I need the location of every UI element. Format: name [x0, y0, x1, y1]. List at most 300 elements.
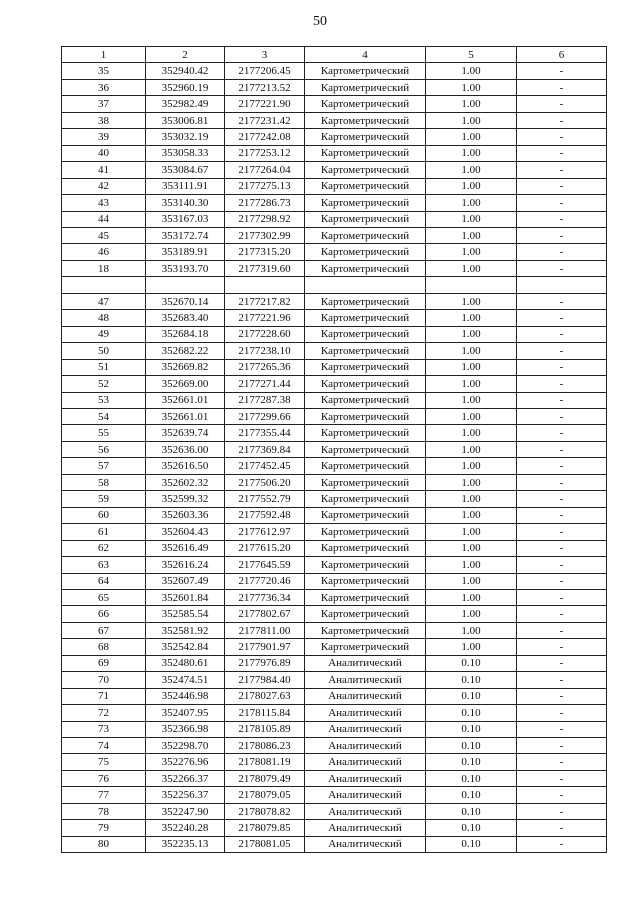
y-coordinate-cell: 2177242.08 [225, 129, 305, 145]
accuracy-cell: 0.10 [426, 787, 517, 803]
description-cell: - [517, 178, 607, 194]
method-cell: Картометрический [305, 63, 426, 79]
accuracy-cell: 0.10 [426, 705, 517, 721]
x-coordinate-cell: 352940.42 [146, 63, 225, 79]
table-row [62, 491, 607, 507]
accuracy-cell: 1.00 [426, 112, 517, 128]
table-row [62, 836, 607, 852]
description-cell: - [517, 244, 607, 260]
point-number-cell: 63 [62, 557, 146, 573]
table-row [62, 557, 607, 573]
description-cell: - [517, 162, 607, 178]
description-cell: - [517, 425, 607, 441]
point-number-cell: 41 [62, 162, 146, 178]
header-cell-4: 4 [305, 47, 426, 63]
method-cell: Картометрический [305, 129, 426, 145]
x-coordinate-cell: 352603.36 [146, 507, 225, 523]
method-cell: Картометрический [305, 244, 426, 260]
method-cell: Картометрический [305, 392, 426, 408]
y-coordinate-cell: 2177452.45 [225, 458, 305, 474]
method-cell: Картометрический [305, 227, 426, 243]
header-cell-1: 1 [62, 47, 146, 63]
method-cell: Картометрический [305, 573, 426, 589]
y-coordinate-cell: 2177355.44 [225, 425, 305, 441]
method-cell: Картометрический [305, 96, 426, 112]
description-cell: - [517, 803, 607, 819]
y-coordinate-cell: 2177213.52 [225, 79, 305, 95]
accuracy-cell: 0.10 [426, 820, 517, 836]
method-cell: Картометрический [305, 524, 426, 540]
method-cell: Картометрический [305, 359, 426, 375]
x-coordinate-cell: 352616.50 [146, 458, 225, 474]
method-cell: Аналитический [305, 787, 426, 803]
point-number-cell: 37 [62, 96, 146, 112]
description-cell: - [517, 227, 607, 243]
point-number-cell: 71 [62, 688, 146, 704]
method-cell: Картометрический [305, 507, 426, 523]
method-cell: Картометрический [305, 606, 426, 622]
x-coordinate-cell: 352669.82 [146, 359, 225, 375]
x-coordinate-cell: 353193.70 [146, 260, 225, 276]
point-number-cell: 40 [62, 145, 146, 161]
y-coordinate-cell: 2178081.05 [225, 836, 305, 852]
accuracy-cell: 1.00 [426, 310, 517, 326]
method-cell: Аналитический [305, 803, 426, 819]
y-coordinate-cell: 2177802.67 [225, 606, 305, 622]
description-cell: - [517, 474, 607, 490]
point-number-cell: 80 [62, 836, 146, 852]
y-coordinate-cell: 2177228.60 [225, 326, 305, 342]
description-cell: - [517, 770, 607, 786]
accuracy-cell: 1.00 [426, 376, 517, 392]
table-row [62, 310, 607, 326]
y-coordinate-cell: 2177206.45 [225, 63, 305, 79]
point-number-cell: 79 [62, 820, 146, 836]
y-coordinate-cell: 2177238.10 [225, 343, 305, 359]
description-cell: - [517, 359, 607, 375]
table-row [62, 474, 607, 490]
point-number-cell: 76 [62, 770, 146, 786]
y-coordinate-cell: 2178105.89 [225, 721, 305, 737]
table-row [62, 293, 607, 309]
description-cell: - [517, 672, 607, 688]
accuracy-cell: 1.00 [426, 425, 517, 441]
y-coordinate-cell: 2178081.19 [225, 754, 305, 770]
method-cell: Картометрический [305, 474, 426, 490]
accuracy-cell: 1.00 [426, 293, 517, 309]
description-cell: - [517, 260, 607, 276]
point-number-cell: 51 [62, 359, 146, 375]
y-coordinate-cell: 2178079.85 [225, 820, 305, 836]
x-coordinate-cell: 352407.95 [146, 705, 225, 721]
y-coordinate-cell: 2177901.97 [225, 639, 305, 655]
description-cell: - [517, 458, 607, 474]
description-cell: - [517, 112, 607, 128]
table-row [62, 573, 607, 589]
point-number-cell: 43 [62, 195, 146, 211]
accuracy-cell: 1.00 [426, 392, 517, 408]
x-coordinate-cell: 352235.13 [146, 836, 225, 852]
method-cell: Картометрический [305, 622, 426, 638]
point-number-cell: 42 [62, 178, 146, 194]
description-cell: - [517, 293, 607, 309]
header-row [62, 47, 607, 63]
point-number-cell: 64 [62, 573, 146, 589]
accuracy-cell: 1.00 [426, 178, 517, 194]
accuracy-cell: 0.10 [426, 836, 517, 852]
table-row [62, 639, 607, 655]
accuracy-cell: 1.00 [426, 79, 517, 95]
x-coordinate-cell: 352247.90 [146, 803, 225, 819]
point-number-cell: 39 [62, 129, 146, 145]
y-coordinate-cell: 2178079.05 [225, 787, 305, 803]
description-cell: - [517, 820, 607, 836]
method-cell: Аналитический [305, 672, 426, 688]
x-coordinate-cell: 353084.67 [146, 162, 225, 178]
x-coordinate-cell: 353172.74 [146, 227, 225, 243]
x-coordinate-cell: 352298.70 [146, 738, 225, 754]
x-coordinate-cell [146, 277, 225, 293]
accuracy-cell: 1.00 [426, 474, 517, 490]
x-coordinate-cell: 352960.19 [146, 79, 225, 95]
accuracy-cell: 1.00 [426, 458, 517, 474]
x-coordinate-cell: 352474.51 [146, 672, 225, 688]
y-coordinate-cell [225, 277, 305, 293]
point-number-cell: 36 [62, 79, 146, 95]
description-cell: - [517, 655, 607, 671]
point-number-cell: 73 [62, 721, 146, 737]
point-number-cell: 59 [62, 491, 146, 507]
description-cell: - [517, 738, 607, 754]
accuracy-cell: 0.10 [426, 721, 517, 737]
accuracy-cell: 1.00 [426, 589, 517, 605]
method-cell: Картометрический [305, 211, 426, 227]
y-coordinate-cell: 2177221.90 [225, 96, 305, 112]
accuracy-cell: 1.00 [426, 573, 517, 589]
x-coordinate-cell: 352446.98 [146, 688, 225, 704]
y-coordinate-cell: 2177645.59 [225, 557, 305, 573]
table-row [62, 441, 607, 457]
table-row [62, 606, 607, 622]
x-coordinate-cell: 352480.61 [146, 655, 225, 671]
y-coordinate-cell: 2178078.82 [225, 803, 305, 819]
point-number-cell: 65 [62, 589, 146, 605]
description-cell: - [517, 408, 607, 424]
description-cell: - [517, 787, 607, 803]
x-coordinate-cell: 352602.32 [146, 474, 225, 490]
y-coordinate-cell: 2178086.23 [225, 738, 305, 754]
x-coordinate-cell: 352542.84 [146, 639, 225, 655]
table-row [62, 622, 607, 638]
point-number-cell: 54 [62, 408, 146, 424]
description-cell: - [517, 310, 607, 326]
y-coordinate-cell: 2177369.84 [225, 441, 305, 457]
accuracy-cell: 0.10 [426, 738, 517, 754]
description-cell: - [517, 606, 607, 622]
page-number: 50 [313, 14, 327, 29]
point-number-cell [62, 277, 146, 293]
method-cell: Картометрический [305, 195, 426, 211]
y-coordinate-cell: 2177253.12 [225, 145, 305, 161]
method-cell: Картометрический [305, 178, 426, 194]
x-coordinate-cell: 352604.43 [146, 524, 225, 540]
description-cell: - [517, 491, 607, 507]
table-row [62, 129, 607, 145]
y-coordinate-cell: 2177298.92 [225, 211, 305, 227]
description-cell: - [517, 129, 607, 145]
x-coordinate-cell: 352682.22 [146, 343, 225, 359]
y-coordinate-cell: 2177302.99 [225, 227, 305, 243]
point-number-cell: 68 [62, 639, 146, 655]
point-number-cell: 77 [62, 787, 146, 803]
point-number-cell: 67 [62, 622, 146, 638]
description-cell: - [517, 836, 607, 852]
accuracy-cell: 1.00 [426, 326, 517, 342]
point-number-cell: 72 [62, 705, 146, 721]
accuracy-cell: 1.00 [426, 507, 517, 523]
x-coordinate-cell: 353189.91 [146, 244, 225, 260]
y-coordinate-cell: 2177612.97 [225, 524, 305, 540]
table-row [62, 277, 607, 293]
point-number-cell: 62 [62, 540, 146, 556]
description-cell: - [517, 441, 607, 457]
accuracy-cell: 0.10 [426, 672, 517, 688]
x-coordinate-cell: 352616.49 [146, 540, 225, 556]
y-coordinate-cell: 2177984.40 [225, 672, 305, 688]
x-coordinate-cell: 352636.00 [146, 441, 225, 457]
description-cell [517, 277, 607, 293]
method-cell: Картометрический [305, 589, 426, 605]
point-number-cell: 66 [62, 606, 146, 622]
method-cell: Аналитический [305, 836, 426, 852]
method-cell: Картометрический [305, 458, 426, 474]
point-number-cell: 60 [62, 507, 146, 523]
point-number-cell: 55 [62, 425, 146, 441]
accuracy-cell: 1.00 [426, 96, 517, 112]
point-number-cell: 52 [62, 376, 146, 392]
y-coordinate-cell: 2177615.20 [225, 540, 305, 556]
description-cell: - [517, 96, 607, 112]
method-cell: Картометрический [305, 557, 426, 573]
header-cell-5: 5 [426, 47, 517, 63]
header-cell-3: 3 [225, 47, 305, 63]
accuracy-cell: 1.00 [426, 227, 517, 243]
x-coordinate-cell: 352601.84 [146, 589, 225, 605]
accuracy-cell: 1.00 [426, 359, 517, 375]
method-cell: Картометрический [305, 112, 426, 128]
point-number-cell: 53 [62, 392, 146, 408]
x-coordinate-cell: 352669.00 [146, 376, 225, 392]
point-number-cell: 48 [62, 310, 146, 326]
table-row [62, 112, 607, 128]
description-cell: - [517, 145, 607, 161]
accuracy-cell: 1.00 [426, 441, 517, 457]
accuracy-cell: 1.00 [426, 260, 517, 276]
table-body [62, 63, 607, 853]
accuracy-cell [426, 277, 517, 293]
description-cell: - [517, 557, 607, 573]
description-cell: - [517, 524, 607, 540]
method-cell: Картометрический [305, 310, 426, 326]
x-coordinate-cell: 352366.98 [146, 721, 225, 737]
description-cell: - [517, 195, 607, 211]
table-row [62, 524, 607, 540]
accuracy-cell: 1.00 [426, 162, 517, 178]
accuracy-cell: 1.00 [426, 244, 517, 260]
description-cell: - [517, 589, 607, 605]
table-row [62, 655, 607, 671]
accuracy-cell: 1.00 [426, 145, 517, 161]
table-row [62, 376, 607, 392]
x-coordinate-cell: 353167.03 [146, 211, 225, 227]
table-row [62, 211, 607, 227]
table-row [62, 738, 607, 754]
table-row [62, 688, 607, 704]
y-coordinate-cell: 2177552.79 [225, 491, 305, 507]
x-coordinate-cell: 352607.49 [146, 573, 225, 589]
table-row [62, 343, 607, 359]
y-coordinate-cell: 2177720.46 [225, 573, 305, 589]
point-number-cell: 18 [62, 260, 146, 276]
accuracy-cell: 0.10 [426, 688, 517, 704]
y-coordinate-cell: 2177221.96 [225, 310, 305, 326]
x-coordinate-cell: 352266.37 [146, 770, 225, 786]
point-number-cell: 78 [62, 803, 146, 819]
method-cell: Аналитический [305, 754, 426, 770]
coordinates-table [61, 46, 607, 853]
x-coordinate-cell: 352599.32 [146, 491, 225, 507]
accuracy-cell: 1.00 [426, 606, 517, 622]
table-row [62, 326, 607, 342]
table-row [62, 507, 607, 523]
table-row [62, 721, 607, 737]
point-number-cell: 57 [62, 458, 146, 474]
y-coordinate-cell: 2177231.42 [225, 112, 305, 128]
point-number-cell: 49 [62, 326, 146, 342]
accuracy-cell: 1.00 [426, 63, 517, 79]
table-row [62, 260, 607, 276]
point-number-cell: 47 [62, 293, 146, 309]
point-number-cell: 61 [62, 524, 146, 540]
point-number-cell: 69 [62, 655, 146, 671]
y-coordinate-cell: 2177286.73 [225, 195, 305, 211]
accuracy-cell: 1.00 [426, 524, 517, 540]
description-cell: - [517, 721, 607, 737]
accuracy-cell: 1.00 [426, 195, 517, 211]
point-number-cell: 58 [62, 474, 146, 490]
y-coordinate-cell: 2177506.20 [225, 474, 305, 490]
description-cell: - [517, 343, 607, 359]
table-header [62, 47, 607, 63]
x-coordinate-cell: 352661.01 [146, 408, 225, 424]
accuracy-cell: 1.00 [426, 343, 517, 359]
x-coordinate-cell: 352982.49 [146, 96, 225, 112]
method-cell: Аналитический [305, 688, 426, 704]
x-coordinate-cell: 352639.74 [146, 425, 225, 441]
description-cell: - [517, 507, 607, 523]
header-cell-6: 6 [517, 47, 607, 63]
table-row [62, 96, 607, 112]
description-cell: - [517, 754, 607, 770]
description-cell: - [517, 540, 607, 556]
y-coordinate-cell: 2177976.89 [225, 655, 305, 671]
description-cell: - [517, 326, 607, 342]
table-row [62, 359, 607, 375]
table-row [62, 820, 607, 836]
point-number-cell: 70 [62, 672, 146, 688]
y-coordinate-cell: 2177264.04 [225, 162, 305, 178]
y-coordinate-cell: 2177271.44 [225, 376, 305, 392]
method-cell: Картометрический [305, 540, 426, 556]
method-cell: Картометрический [305, 162, 426, 178]
accuracy-cell: 1.00 [426, 408, 517, 424]
point-number-cell: 74 [62, 738, 146, 754]
x-coordinate-cell: 352256.37 [146, 787, 225, 803]
method-cell: Аналитический [305, 705, 426, 721]
table-row [62, 540, 607, 556]
accuracy-cell: 0.10 [426, 770, 517, 786]
method-cell: Аналитический [305, 770, 426, 786]
x-coordinate-cell: 352670.14 [146, 293, 225, 309]
table-row [62, 770, 607, 786]
y-coordinate-cell: 2177811.00 [225, 622, 305, 638]
method-cell: Картометрический [305, 326, 426, 342]
y-coordinate-cell: 2177299.66 [225, 408, 305, 424]
x-coordinate-cell: 352616.24 [146, 557, 225, 573]
method-cell: Картометрический [305, 79, 426, 95]
y-coordinate-cell: 2177265.36 [225, 359, 305, 375]
header-cell-2: 2 [146, 47, 225, 63]
point-number-cell: 45 [62, 227, 146, 243]
x-coordinate-cell: 352581.92 [146, 622, 225, 638]
y-coordinate-cell: 2177315.20 [225, 244, 305, 260]
method-cell [305, 277, 426, 293]
point-number-cell: 50 [62, 343, 146, 359]
y-coordinate-cell: 2177275.13 [225, 178, 305, 194]
x-coordinate-cell: 353111.91 [146, 178, 225, 194]
accuracy-cell: 1.00 [426, 491, 517, 507]
y-coordinate-cell: 2177287.38 [225, 392, 305, 408]
x-coordinate-cell: 352276.96 [146, 754, 225, 770]
point-number-cell: 44 [62, 211, 146, 227]
table-row [62, 178, 607, 194]
table-row [62, 227, 607, 243]
y-coordinate-cell: 2178079.49 [225, 770, 305, 786]
table-row [62, 787, 607, 803]
method-cell: Картометрический [305, 408, 426, 424]
table-row [62, 425, 607, 441]
method-cell: Картометрический [305, 343, 426, 359]
table-row [62, 145, 607, 161]
description-cell: - [517, 79, 607, 95]
accuracy-cell: 1.00 [426, 639, 517, 655]
accuracy-cell: 1.00 [426, 129, 517, 145]
method-cell: Картометрический [305, 441, 426, 457]
table-row [62, 244, 607, 260]
table-row [62, 589, 607, 605]
point-number-cell: 46 [62, 244, 146, 260]
accuracy-cell: 1.00 [426, 557, 517, 573]
point-number-cell: 56 [62, 441, 146, 457]
y-coordinate-cell: 2177592.48 [225, 507, 305, 523]
description-cell: - [517, 688, 607, 704]
description-cell: - [517, 392, 607, 408]
method-cell: Картометрический [305, 425, 426, 441]
description-cell: - [517, 573, 607, 589]
accuracy-cell: 1.00 [426, 622, 517, 638]
x-coordinate-cell: 353032.19 [146, 129, 225, 145]
y-coordinate-cell: 2178115.84 [225, 705, 305, 721]
